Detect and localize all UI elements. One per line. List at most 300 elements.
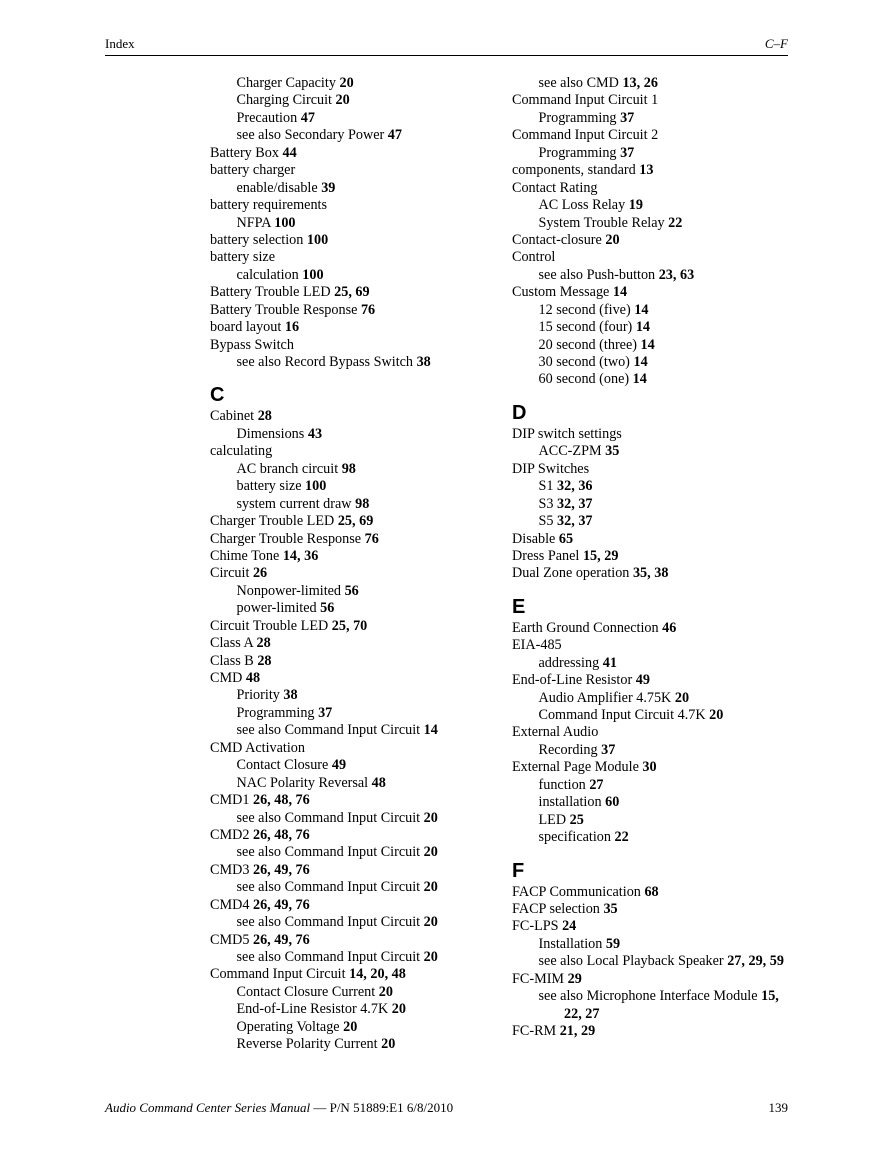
entry-term: Command Input Circuit 4.7K bbox=[538, 707, 706, 723]
index-subentry bbox=[512, 707, 802, 724]
index-subentry bbox=[210, 1001, 490, 1018]
entry-page-refs: 20 bbox=[423, 809, 438, 826]
entry-term: Charging Circuit bbox=[236, 92, 332, 109]
entry-term: Dimensions bbox=[236, 425, 305, 442]
index-entry bbox=[210, 792, 490, 809]
entry-term: EIA-485 bbox=[512, 637, 562, 654]
index-subentry bbox=[512, 812, 802, 829]
index-subentry bbox=[512, 655, 802, 672]
index-entry bbox=[512, 672, 802, 689]
entry-page-refs: 25, 69 bbox=[334, 284, 370, 301]
entry-page-refs: 37 bbox=[620, 144, 635, 161]
index-entry bbox=[512, 180, 802, 197]
entry-term: CMD Activation bbox=[210, 739, 305, 756]
entry-term: Bypass Switch bbox=[210, 336, 294, 353]
entry-term: CMD1 bbox=[210, 792, 250, 809]
entry-page-refs: 20 bbox=[423, 844, 438, 861]
entry-page-refs: 48 bbox=[245, 670, 261, 686]
entry-term: AC branch circuit bbox=[236, 460, 339, 477]
entry-term: Disable bbox=[512, 530, 556, 547]
index-subentry bbox=[512, 953, 802, 970]
index-entry bbox=[210, 337, 490, 354]
entry-term: End-of-Line Resistor bbox=[512, 672, 633, 689]
index-subentry bbox=[512, 75, 802, 92]
entry-page-refs: 20 bbox=[423, 949, 438, 965]
index-subentry bbox=[210, 92, 490, 109]
entry-term: battery requirements bbox=[210, 197, 327, 214]
entry-page-refs: 38 bbox=[416, 354, 431, 370]
index-subentry bbox=[512, 110, 802, 127]
entry-page-refs: 56 bbox=[344, 582, 359, 599]
entry-page-refs: 13, 26 bbox=[622, 75, 658, 91]
entry-term: system current draw bbox=[236, 495, 352, 512]
index-entry bbox=[512, 249, 802, 266]
index-subentry bbox=[512, 777, 802, 794]
entry-term: see also Command Input Circuit bbox=[236, 844, 421, 861]
entry-page-refs: 100 bbox=[306, 231, 329, 248]
index-entry bbox=[512, 127, 802, 144]
entry-page-refs: 24 bbox=[562, 918, 577, 935]
entry-term: Dress Panel bbox=[512, 547, 580, 564]
entry-term: 15 second (four) bbox=[538, 319, 633, 336]
index-subentry bbox=[210, 879, 490, 896]
index-entry bbox=[512, 884, 802, 901]
entry-term: ACC-ZPM bbox=[538, 443, 602, 460]
entry-page-refs: 32, 36 bbox=[557, 478, 593, 495]
entry-term: 60 second (one) bbox=[538, 371, 630, 388]
entry-page-refs: 25, 69 bbox=[337, 513, 374, 530]
entry-page-refs: 25 bbox=[569, 811, 584, 828]
entry-term: NFPA bbox=[236, 214, 271, 231]
entry-page-refs: 56 bbox=[320, 600, 335, 617]
index-entry bbox=[512, 971, 802, 988]
index-subentry bbox=[512, 267, 802, 284]
entry-term: FC-LPS bbox=[512, 918, 559, 935]
entry-term: see also CMD bbox=[538, 75, 619, 91]
header-section-label: Index bbox=[105, 36, 135, 51]
index-subentry bbox=[210, 75, 490, 92]
entry-term: External Audio bbox=[512, 724, 599, 741]
entry-page-refs: 43 bbox=[307, 425, 323, 442]
entry-term: Custom Message bbox=[512, 284, 610, 301]
index-subentry bbox=[512, 829, 802, 846]
entry-term: Cabinet bbox=[210, 408, 255, 425]
index-entry bbox=[210, 618, 490, 635]
entry-page-refs: 20 bbox=[423, 914, 438, 931]
entry-page-refs: 20 bbox=[391, 1001, 406, 1018]
index-entry bbox=[210, 145, 490, 162]
index-entry bbox=[210, 408, 490, 425]
index-subentry bbox=[512, 496, 802, 513]
entry-term: CMD4 bbox=[210, 896, 250, 913]
entry-term: Battery Box bbox=[210, 144, 279, 161]
footer-manual-ref: — P/N 51889:E1 6/8/2010 bbox=[310, 1100, 454, 1115]
entry-page-refs: 32, 37 bbox=[557, 513, 593, 530]
entry-page-refs: 14 bbox=[634, 301, 649, 318]
entry-page-refs: 25, 70 bbox=[331, 617, 368, 634]
entry-term: 20 second (three) bbox=[538, 336, 637, 353]
index-subentry bbox=[210, 810, 490, 827]
entry-page-refs: 20 bbox=[339, 75, 354, 91]
entry-term: Earth Ground Connection bbox=[512, 619, 659, 636]
index-subentry bbox=[210, 354, 490, 371]
footer-page-number: 139 bbox=[768, 1100, 788, 1115]
entry-term: FACP Communication bbox=[512, 883, 641, 900]
entry-page-refs: 26 bbox=[252, 565, 268, 582]
index-subentry bbox=[210, 687, 490, 704]
entry-term: see also Command Input Circuit bbox=[236, 879, 421, 896]
entry-page-refs: 100 bbox=[302, 266, 324, 283]
entry-term: calculating bbox=[210, 443, 273, 460]
entry-term: FC-RM bbox=[512, 1023, 557, 1039]
index-subentry bbox=[210, 110, 490, 127]
entry-term: calculation bbox=[236, 266, 299, 283]
index-subentry bbox=[210, 461, 490, 478]
index-subentry bbox=[512, 690, 802, 707]
entry-term: power-limited bbox=[236, 600, 317, 617]
entry-term: Nonpower-limited bbox=[236, 582, 342, 599]
entry-page-refs: 68 bbox=[644, 883, 659, 900]
entry-term: addressing bbox=[538, 654, 600, 671]
index-entry bbox=[210, 162, 490, 179]
entry-page-refs: 14 bbox=[612, 284, 628, 301]
entry-page-refs: 15, bbox=[761, 988, 779, 1005]
index-entry bbox=[210, 302, 490, 319]
entry-term: battery size bbox=[210, 249, 275, 266]
index-subentry bbox=[210, 1019, 490, 1036]
entry-term: Audio Amplifier 4.75K bbox=[538, 689, 672, 706]
entry-page-refs: 37 bbox=[318, 704, 333, 721]
index-column-left bbox=[210, 75, 490, 1054]
entry-term: Contact Closure bbox=[236, 757, 329, 774]
entry-page-refs: 38 bbox=[283, 687, 298, 704]
entry-page-refs: 26, 49, 76 bbox=[252, 931, 310, 948]
index-entry bbox=[512, 162, 802, 179]
entry-page-refs: 20 bbox=[381, 1036, 396, 1053]
index-subentry bbox=[512, 319, 802, 336]
index-subentry bbox=[512, 513, 802, 530]
index-entry bbox=[210, 966, 490, 983]
entry-page-refs: 14 bbox=[632, 371, 647, 388]
entry-page-refs: 20 bbox=[423, 879, 438, 896]
entry-page-refs: 76 bbox=[360, 301, 376, 318]
entry-term: board layout bbox=[210, 319, 282, 336]
entry-page-refs: 20 bbox=[378, 983, 393, 1000]
entry-page-refs: 65 bbox=[558, 530, 574, 547]
index-subentry bbox=[512, 337, 802, 354]
index-subentry bbox=[210, 984, 490, 1001]
index-entry bbox=[512, 531, 802, 548]
entry-page-refs: 35 bbox=[603, 900, 618, 917]
entry-page-refs: 14, 36 bbox=[282, 547, 319, 564]
entry-term: System Trouble Relay bbox=[538, 214, 665, 231]
entry-term: FACP selection bbox=[512, 900, 600, 917]
entry-term: DIP Switches bbox=[512, 460, 590, 477]
entry-page-refs: 35, 38 bbox=[632, 565, 669, 582]
entry-term: Dual Zone operation bbox=[512, 565, 630, 582]
entry-page-refs: 76 bbox=[364, 530, 379, 547]
entry-term: see also Local Playback Speaker bbox=[538, 953, 724, 970]
index-subentry bbox=[512, 354, 802, 371]
index-entry bbox=[210, 565, 490, 582]
entry-page-refs: 26, 48, 76 bbox=[252, 792, 310, 809]
entry-page-refs: 28 bbox=[257, 408, 272, 425]
entry-page-refs: 49 bbox=[331, 757, 347, 774]
index-subentry bbox=[210, 757, 490, 774]
entry-page-refs: 21, 29 bbox=[559, 1023, 596, 1039]
index-entry bbox=[512, 426, 802, 443]
entry-term: LED bbox=[538, 811, 567, 828]
entry-term: Battery Trouble LED bbox=[210, 284, 331, 301]
page-header bbox=[105, 35, 788, 56]
index-subentry bbox=[210, 478, 490, 495]
footer-manual-title: Audio Command Center Series Manual bbox=[105, 1100, 311, 1115]
index-subentry bbox=[512, 936, 802, 953]
index-entry bbox=[210, 284, 490, 301]
entry-page-refs: 44 bbox=[282, 144, 297, 161]
index-subentry bbox=[512, 742, 802, 759]
entry-term: see also Microphone Interface Module bbox=[538, 988, 758, 1005]
entry-page-refs: 20 bbox=[335, 92, 350, 109]
section-letter-heading: D bbox=[512, 401, 527, 424]
entry-term: Charger Trouble Response bbox=[210, 530, 362, 547]
index-subentry bbox=[210, 775, 490, 792]
index-subentry bbox=[210, 215, 490, 232]
index-entry bbox=[512, 918, 802, 935]
entry-term: Installation bbox=[538, 935, 603, 952]
entry-page-refs: 98 bbox=[355, 495, 370, 512]
index-subentry bbox=[210, 1036, 490, 1053]
index-subentry bbox=[210, 914, 490, 931]
section-letter-heading: C bbox=[210, 384, 225, 407]
entry-term: Control bbox=[512, 249, 556, 266]
entry-page-refs: 27, 29, 59 bbox=[727, 953, 784, 970]
index-subentry bbox=[512, 794, 802, 811]
index-subentry bbox=[210, 267, 490, 284]
entry-page-refs: 98 bbox=[341, 460, 356, 477]
index-entry bbox=[512, 284, 802, 301]
entry-page-refs: 39 bbox=[321, 179, 336, 196]
entry-page-refs: 20 bbox=[674, 689, 690, 706]
entry-term: see also Push-button bbox=[538, 266, 656, 283]
entry-page-refs: 15, 29 bbox=[582, 547, 619, 564]
index-entry bbox=[210, 197, 490, 214]
index-subentry bbox=[210, 127, 490, 144]
entry-page-refs: 59 bbox=[605, 935, 621, 952]
index-entry bbox=[210, 897, 490, 914]
entry-term: Programming bbox=[538, 109, 617, 126]
entry-term: battery selection bbox=[210, 231, 304, 248]
entry-page-refs: 20 bbox=[709, 707, 724, 723]
index-entry bbox=[512, 92, 802, 109]
entry-page-refs: 46 bbox=[662, 619, 677, 636]
entry-term: Command Input Circuit 1 bbox=[512, 92, 659, 109]
entry-term: NAC Polarity Reversal bbox=[236, 774, 369, 791]
header-letter-range: C–F bbox=[764, 36, 788, 51]
index-subentry bbox=[210, 600, 490, 617]
entry-term: Command Input Circuit bbox=[210, 966, 346, 983]
index-subentry bbox=[512, 988, 802, 1005]
entry-term: Charger Capacity bbox=[236, 75, 336, 91]
entry-term: components, standard bbox=[512, 162, 636, 179]
entry-page-refs: 100 bbox=[305, 478, 327, 495]
entry-page-refs: 28 bbox=[256, 635, 271, 652]
entry-term: Circuit Trouble LED bbox=[210, 617, 329, 634]
entry-term: Class B bbox=[210, 652, 254, 669]
index-subentry bbox=[210, 496, 490, 513]
entry-page-refs: 22 bbox=[614, 829, 629, 846]
entry-term: see also Command Input Circuit bbox=[236, 914, 421, 931]
index-subentry bbox=[210, 722, 490, 739]
entry-page-refs: 16 bbox=[284, 319, 300, 336]
entry-term: DIP switch settings bbox=[512, 425, 622, 442]
index-subentry bbox=[512, 215, 802, 232]
entry-term: battery charger bbox=[210, 162, 296, 179]
index-subentry bbox=[210, 426, 490, 443]
index-subentry bbox=[210, 583, 490, 600]
entry-term: Reverse Polarity Current bbox=[236, 1036, 378, 1053]
entry-term: CMD3 bbox=[210, 861, 250, 878]
entry-term: External Page Module bbox=[512, 759, 639, 776]
entry-term: Programming bbox=[538, 144, 617, 161]
index-entry bbox=[210, 862, 490, 879]
entry-page-refs: 14 bbox=[633, 354, 648, 370]
entry-page-refs: 47 bbox=[300, 109, 315, 126]
index-subentry bbox=[210, 949, 490, 966]
entry-term: see also Command Input Circuit bbox=[236, 722, 421, 739]
entry-page-refs: 14 bbox=[635, 319, 650, 336]
entry-term: End-of-Line Resistor 4.7K bbox=[236, 1001, 389, 1018]
entry-term: Recording bbox=[538, 741, 598, 758]
index-subentry bbox=[512, 145, 802, 162]
index-entry bbox=[210, 548, 490, 565]
index-entry bbox=[512, 620, 802, 637]
index-entry bbox=[210, 653, 490, 670]
entry-page-refs: 47 bbox=[387, 127, 402, 144]
index-subentry bbox=[512, 197, 802, 214]
entry-page-refs: 14 bbox=[423, 722, 438, 739]
entry-term: Charger Trouble LED bbox=[210, 513, 335, 530]
index-subentry bbox=[512, 478, 802, 495]
entry-term: Battery Trouble Response bbox=[210, 301, 358, 318]
index-entry bbox=[210, 531, 490, 548]
entry-term: AC Loss Relay bbox=[538, 197, 626, 214]
index-subentry bbox=[210, 705, 490, 722]
index-subentry bbox=[512, 302, 802, 319]
index-entry bbox=[512, 901, 802, 918]
entry-page-refs: 14, 20, 48 bbox=[349, 966, 406, 983]
index-entry bbox=[210, 827, 490, 844]
entry-term: specification bbox=[538, 829, 611, 846]
entry-term: S1 bbox=[538, 478, 554, 495]
index-entry bbox=[210, 740, 490, 757]
entry-page-refs: 32, 37 bbox=[557, 495, 593, 512]
entry-term: Contact-closure bbox=[512, 231, 602, 248]
index-entry bbox=[512, 232, 802, 249]
entry-term: CMD bbox=[210, 670, 243, 686]
index-entry bbox=[512, 724, 802, 741]
entry-page-refs: 26, 48, 76 bbox=[252, 826, 310, 843]
entry-page-refs: 41 bbox=[602, 654, 617, 671]
index-entry bbox=[512, 1023, 802, 1040]
entry-term: CMD2 bbox=[210, 826, 250, 843]
index-entry bbox=[512, 461, 802, 478]
index-entry bbox=[210, 932, 490, 949]
entry-term: Operating Voltage bbox=[236, 1018, 340, 1035]
index-subentry bbox=[210, 844, 490, 861]
entry-term: see also Secondary Power bbox=[236, 127, 385, 144]
entry-page-refs: 20 bbox=[343, 1018, 358, 1035]
entry-term: Precaution bbox=[236, 109, 298, 126]
index-entry bbox=[210, 513, 490, 530]
entry-page-refs: 37 bbox=[620, 109, 635, 126]
index-entry bbox=[512, 637, 802, 654]
entry-term: 12 second (five) bbox=[538, 301, 631, 318]
footer-manual-info bbox=[105, 1100, 453, 1116]
entry-term: Circuit bbox=[210, 565, 250, 582]
entry-page-refs: 14 bbox=[640, 336, 655, 353]
entry-page-refs: 48 bbox=[371, 774, 386, 791]
entry-term: enable/disable bbox=[236, 179, 318, 196]
entry-term: FC-MIM bbox=[512, 970, 565, 987]
index-subentry bbox=[210, 180, 490, 197]
entry-page-refs: 35 bbox=[605, 443, 620, 460]
index-entry bbox=[210, 443, 490, 460]
entry-term: see also Record Bypass Switch bbox=[236, 354, 414, 370]
entry-page-refs: 26, 49, 76 bbox=[252, 861, 310, 878]
entry-term: see also Command Input Circuit bbox=[236, 949, 421, 965]
entry-term: CMD5 bbox=[210, 931, 250, 948]
entry-page-refs: 22, 27 bbox=[564, 1005, 600, 1022]
section-letter-heading: F bbox=[512, 859, 525, 882]
index-subentry bbox=[512, 1006, 802, 1023]
entry-term: installation bbox=[538, 794, 602, 811]
section-letter-heading: E bbox=[512, 595, 526, 618]
entry-term: Command Input Circuit 2 bbox=[512, 127, 659, 144]
index-entry bbox=[512, 548, 802, 565]
entry-page-refs: 27 bbox=[589, 776, 604, 793]
index-entry bbox=[210, 319, 490, 336]
entry-term: Class A bbox=[210, 635, 253, 652]
entry-page-refs: 100 bbox=[274, 214, 296, 231]
entry-term: Programming bbox=[236, 704, 315, 721]
index-entry bbox=[210, 249, 490, 266]
entry-page-refs: 13 bbox=[639, 162, 654, 179]
entry-page-refs: 28 bbox=[257, 652, 272, 669]
entry-term: function bbox=[538, 776, 586, 793]
entry-page-refs: 20 bbox=[605, 231, 620, 248]
entry-term: Priority bbox=[236, 687, 280, 704]
entry-term: S3 bbox=[538, 495, 554, 512]
index-entry bbox=[210, 670, 490, 687]
entry-term: Chime Tone bbox=[210, 547, 280, 564]
entry-page-refs: 49 bbox=[635, 672, 650, 689]
entry-term: Contact Rating bbox=[512, 179, 598, 196]
entry-term: 30 second (two) bbox=[538, 354, 630, 370]
entry-term: S5 bbox=[538, 513, 554, 530]
entry-page-refs: 60 bbox=[605, 794, 620, 811]
entry-page-refs: 30 bbox=[642, 759, 657, 776]
entry-term: Contact Closure Current bbox=[236, 983, 376, 1000]
entry-page-refs: 37 bbox=[601, 741, 616, 758]
entry-term: battery size bbox=[236, 478, 302, 495]
index-entry bbox=[512, 759, 802, 776]
index-subentry bbox=[512, 443, 802, 460]
entry-page-refs: 22 bbox=[668, 214, 683, 231]
index-column-right bbox=[512, 75, 802, 1040]
entry-page-refs: 26, 49, 76 bbox=[252, 896, 310, 913]
entry-page-refs: 29 bbox=[567, 970, 582, 987]
